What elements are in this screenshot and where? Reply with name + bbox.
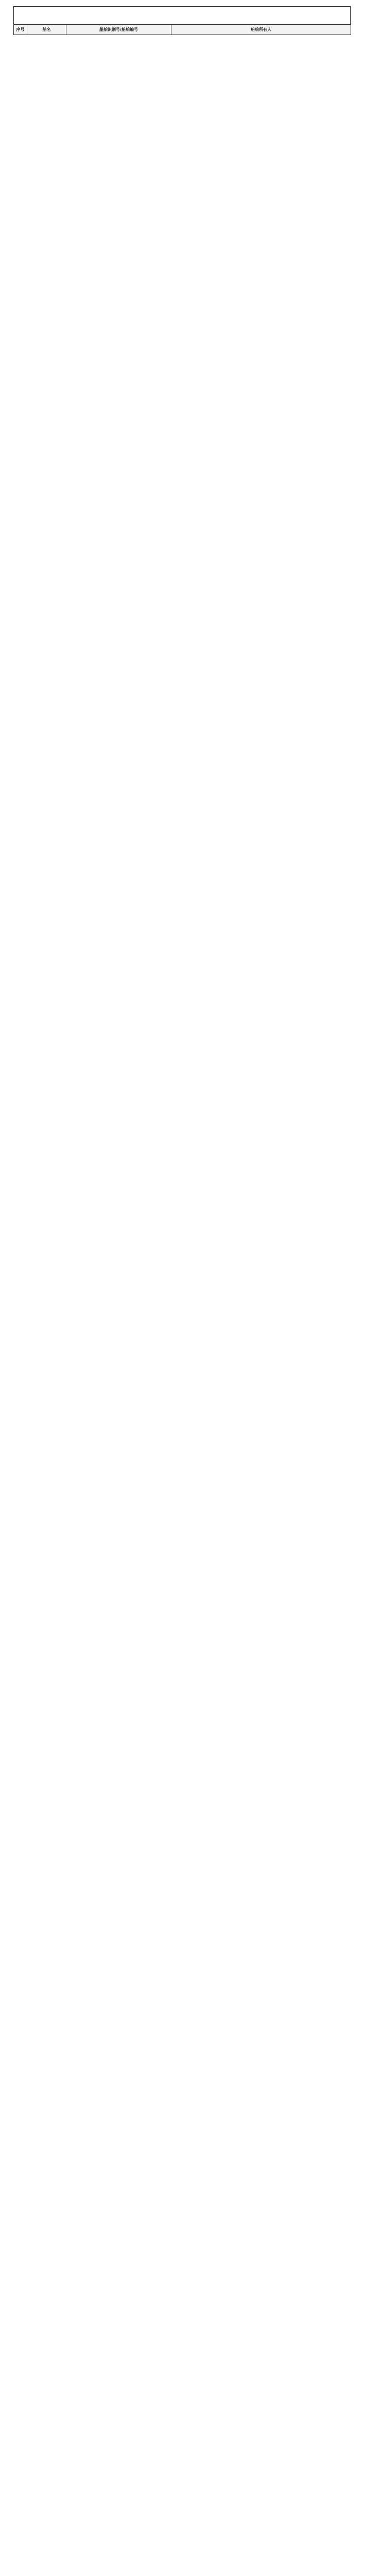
- header-ship-name: 船名: [27, 25, 66, 35]
- header-owner: 船舶所有人: [171, 25, 351, 35]
- header-index: 序号: [14, 25, 27, 35]
- vessel-table: [13, 24, 351, 35]
- registry-sheet: [13, 6, 351, 35]
- header-ship-id: 船舶识别号/船舶编号: [66, 25, 171, 35]
- table-title: [13, 6, 351, 24]
- header-row: [14, 25, 351, 35]
